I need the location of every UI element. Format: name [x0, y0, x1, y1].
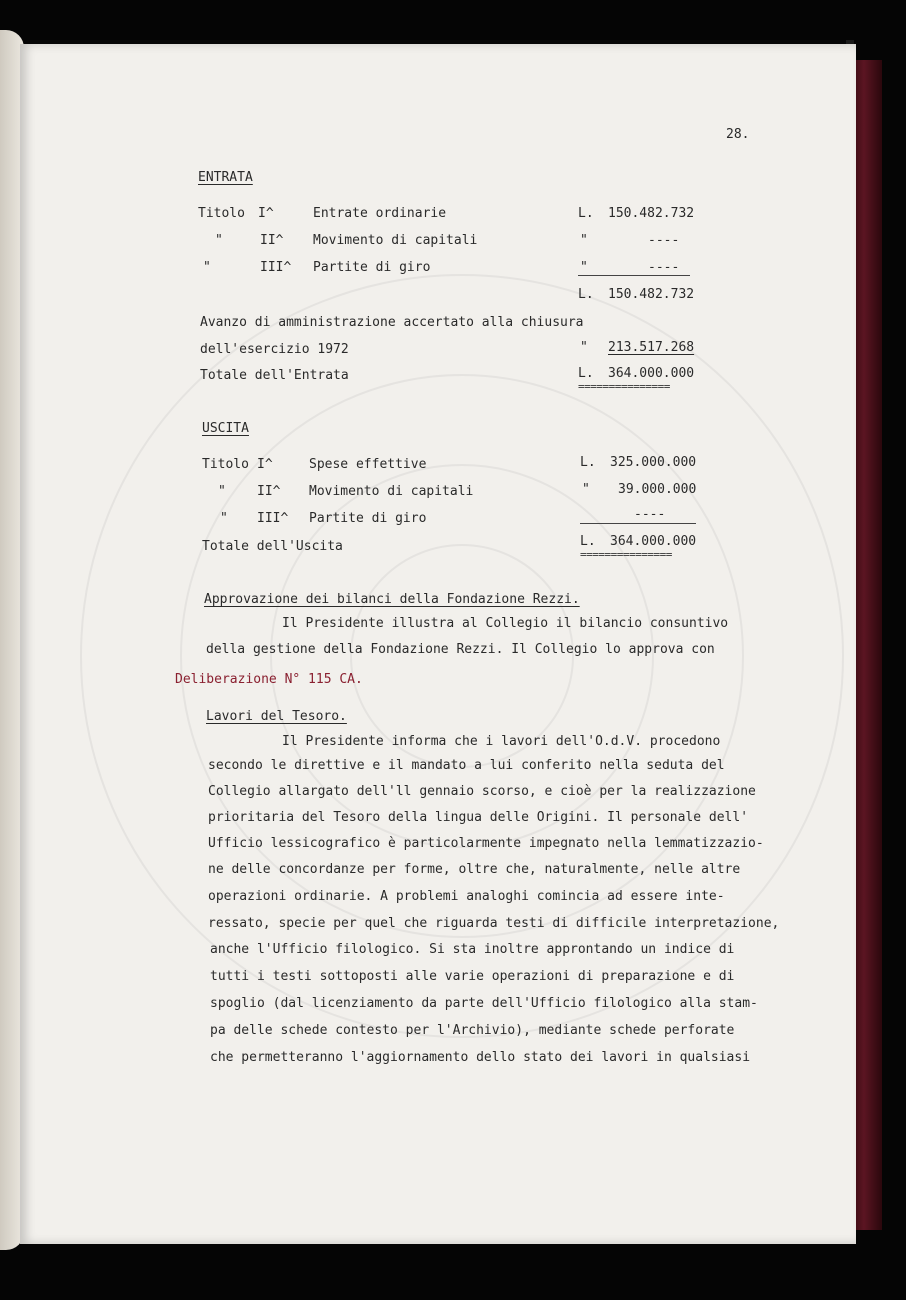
entrata-row-3-cur: "	[580, 260, 588, 275]
avanzo-cur: "	[580, 340, 588, 355]
uscita-row-1-b: I^	[257, 457, 273, 472]
entrata-row-1-a: Titolo	[198, 206, 245, 221]
book-binding	[852, 60, 882, 1230]
entrata-row-3-amt: ----	[648, 260, 680, 275]
document-page	[20, 44, 856, 1244]
uscita-row-2-b: II^	[257, 484, 281, 499]
avanzo-line-2: dell'esercizio 1972	[200, 342, 349, 357]
uscita-totale-amt: 364.000.000	[610, 534, 697, 549]
entrata-sum-rule	[578, 275, 690, 276]
uscita-row-3-amt: ----	[634, 507, 666, 522]
entrata-row-2-cur: "	[580, 233, 588, 248]
entrata-row-2-a: "	[215, 233, 223, 248]
uscita-row-2-c: Movimento di capitali	[309, 484, 474, 499]
uscita-totale-cur: L.	[580, 534, 596, 549]
uscita-row-1-c: Spese effettive	[309, 457, 427, 472]
uscita-row-2-a: "	[218, 484, 226, 499]
entrata-row-3-b: III^	[260, 260, 292, 275]
entrata-totale-label: Totale dell'Entrata	[200, 368, 349, 383]
uscita-row-1-amt: 325.000.000	[610, 455, 697, 470]
entrata-row-1-cur: L.	[578, 206, 594, 221]
entrata-subtotal-amt: 150.482.732	[608, 287, 695, 302]
lavori-line-1: Il Presidente informa che i lavori dell'O.d.V. procedono	[282, 734, 721, 749]
entrata-double-rule: ===============	[578, 380, 670, 393]
deliberazione-reference: Deliberazione N° 115 CA.	[175, 672, 363, 687]
lavori-line-6: ne delle concordanze per forme, oltre che, naturalmente, nelle altre	[208, 862, 741, 877]
uscita-row-3-c: Partite di giro	[309, 511, 427, 526]
lavori-line-12: pa delle schede contesto per l'Archivio), mediante schede perforate	[210, 1023, 735, 1038]
entrata-row-3-a: "	[203, 260, 211, 275]
lavori-line-10: tutti i testi sottoposti alle varie operazioni di preparazione e di	[210, 969, 735, 984]
page-number: 28.	[726, 127, 750, 142]
uscita-row-2-amt: 39.000.000	[618, 482, 697, 497]
avanzo-amt: 213.517.268	[608, 340, 695, 355]
uscita-row-3-a: "	[220, 511, 228, 526]
entrata-row-1-b: I^	[258, 206, 274, 221]
lavori-line-11: spoglio (dal licenziamento da parte dell'Ufficio filologico alla stam-	[210, 996, 758, 1011]
approvazione-line-2: della gestione della Fondazione Rezzi. Il Collegio lo approva con	[206, 642, 715, 657]
entrata-row-2-b: II^	[260, 233, 284, 248]
lavori-line-2: secondo le direttive e il mandato a lui conferito nella seduta del	[208, 758, 725, 773]
avanzo-line-1: Avanzo di amministrazione accertato alla chiusura	[200, 315, 584, 330]
uscita-double-rule: ===============	[580, 548, 672, 561]
lavori-line-8: ressato, specie per quel che riguarda testi di difficile interpretazione,	[208, 916, 780, 931]
entrata-row-1-amt: 150.482.732	[608, 206, 695, 221]
entrata-row-2-c: Movimento di capitali	[313, 233, 478, 248]
lavori-line-3: Collegio allargato dell'll gennaio scorso, e cioè per la realizzazione	[208, 784, 756, 799]
entrata-heading: ENTRATA	[198, 170, 253, 185]
uscita-row-3-b: III^	[257, 511, 289, 526]
entrata-row-1-c: Entrate ordinarie	[313, 206, 447, 221]
lavori-line-4: prioritaria del Tesoro della lingua delle Origini. Il personale dell'	[208, 810, 749, 825]
entrata-row-2-amt: ----	[648, 233, 680, 248]
uscita-sum-rule	[580, 523, 696, 524]
entrata-totale-cur: L.	[578, 366, 594, 381]
entrata-row-3-c: Partite di giro	[313, 260, 431, 275]
lavori-line-5: Ufficio lessicografico è particolarmente impegnato nella lemmatizzazio-	[208, 836, 764, 851]
lavori-heading: Lavori del Tesoro.	[206, 709, 347, 724]
uscita-row-2-cur: "	[582, 482, 590, 497]
lavori-line-9: anche l'Ufficio filologico. Si sta inoltre approntando un indice di	[210, 942, 735, 957]
uscita-row-1-cur: L.	[580, 455, 596, 470]
entrata-subtotal-cur: L.	[578, 287, 594, 302]
uscita-totale-label: Totale dell'Uscita	[202, 539, 343, 554]
uscita-row-1-a: Titolo	[202, 457, 249, 472]
lavori-line-13: che permetteranno l'aggiornamento dello stato dei lavori in qualsiasi	[210, 1050, 751, 1065]
uscita-heading: USCITA	[202, 421, 249, 436]
approvazione-line-1: Il Presidente illustra al Collegio il bilancio consuntivo	[282, 616, 729, 631]
approvazione-heading: Approvazione dei bilanci della Fondazione Rezzi.	[204, 592, 580, 607]
entrata-totale-amt: 364.000.000	[608, 366, 695, 381]
lavori-line-7: operazioni ordinarie. A problemi analoghi comincia ad essere inte-	[208, 889, 725, 904]
